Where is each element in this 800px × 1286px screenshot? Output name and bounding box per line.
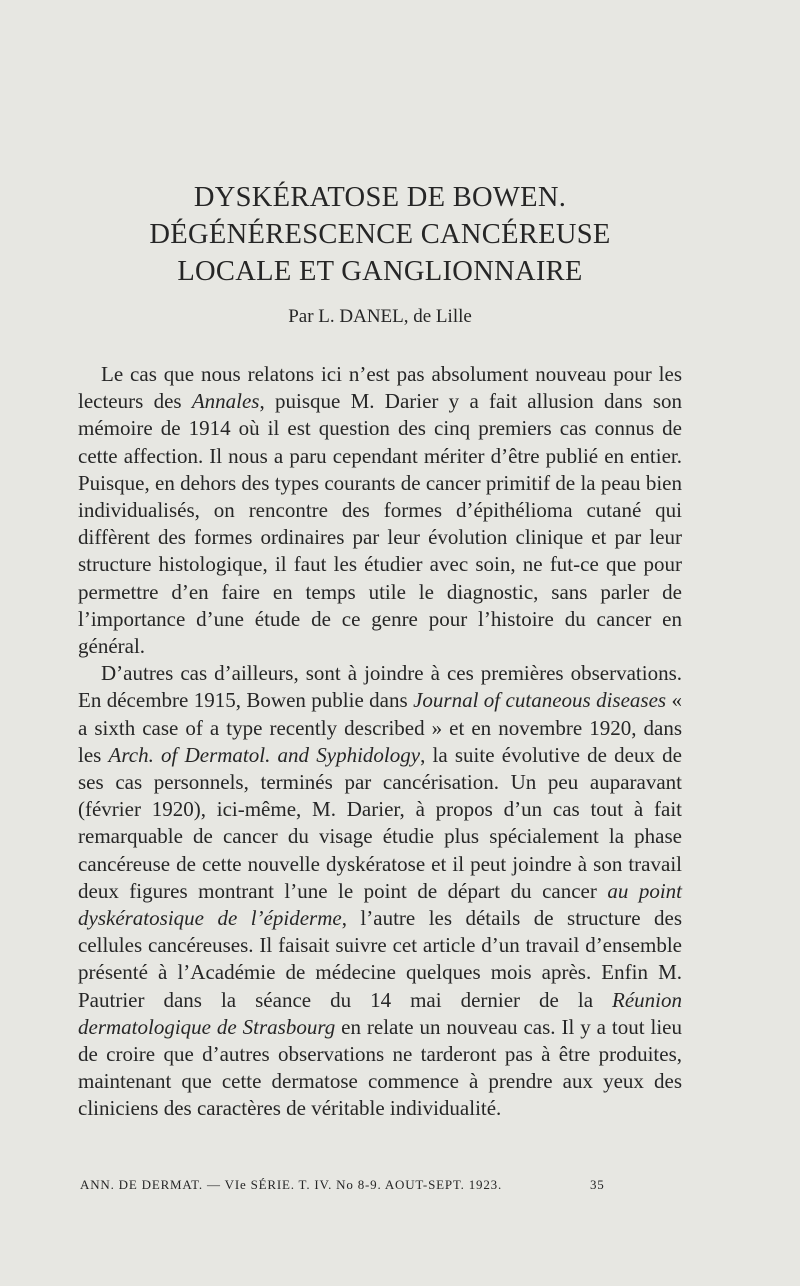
article-title-line-1: DYSKÉRATOSE DE BOWEN. — [193, 182, 567, 213]
paragraph-1-text-a: Le cas que nous relatons ici n’est pas absolument nouveau pour les lecteurs des — [78, 362, 682, 414]
paragraph-2-italic-archives: Arch. of Dermatol. and Syphidology — [108, 742, 421, 767]
paragraph-2-text-e: , la suite évolutive de deux de ses cas personnels, terminés par cancérisation. Un peu auparavant (février 1920), ici-même, M. Darier, à propos d’un cas tout à fait remarquable de cancer du visage étudie plus spécialement la phase cancéreuse de cette nouvelle dyskératose et il peut joindre à son travail deux figures montrant l’une le point de départ du cancer — [78, 742, 682, 903]
paragraph-2 — [78, 660, 682, 1122]
paragraph-2-text-i: en relate un nouveau cas. Il y a tout lieu de croire que d’autres observations ne tarderont pas à être produites, maintenant que cette dermatose commence à prendre aux yeux des cliniciens des caractères de véritable individualité. — [78, 1014, 682, 1121]
article-body — [78, 361, 682, 1123]
paragraph-2-italic-reunion: Réunion dermatologique de Strasbourg — [78, 987, 682, 1039]
paragraph-2-italic-point-dyskeratosique: au point dyskératosique de l’épiderme — [78, 878, 682, 931]
paragraph-2-italic-journal: Journal of cutaneous diseases — [413, 688, 667, 713]
page-number: 35 — [590, 1177, 605, 1192]
article-title-line-3: LOCALE ET GANGLIONNAIRE — [177, 256, 583, 287]
journal-reference: ANN. DE DERMAT. — VIe SÉRIE. T. IV. No 8-9. AOUT-SEPT. 1923. — [80, 1177, 502, 1192]
author-byline: Par L. DANEL, de Lille — [288, 306, 472, 327]
paragraph-2-text-a: D’autres cas d’ailleurs, sont à joindre à ces premières observations. En décembre 1915, Bowen publie dans — [78, 661, 682, 713]
paragraph-2-text-c: « a sixth case of a type recently described » et en novembre 1920, dans les — [78, 688, 682, 767]
paragraph-1-italic-annales: Annales — [191, 389, 260, 414]
paragraph-2-text-g: , l’autre les détails de structure des cellules cancéreuses. Il faisait suivre cet article d’un travail d’ensemble présenté à l’Académie de médecine quelques mois après. Enfin M. Pautrier dans la séance du 14 mai dernier de la — [78, 906, 682, 1012]
article-title-line-2: DÉGÉNÉRESCENCE CANCÉREUSE — [149, 219, 611, 250]
paragraph-1-text-c: , puisque M. Darier y a fait allusion dans son mémoire de 1914 où il est question des cinq premiers cas connus de cette affection. Il nous a paru cependant mériter d’être publié en entier. Puisque, en dehors des types courants de cancer primitif de la peau bien individualisés, on rencontre des formes d’épithélioma cutané qui diffèrent des formes ordinaires par leur évolution clinique et par leur structure histologique, il faut les étudier avec soin, ne fut-ce que pour permettre d’en faire en temps utile le diagnostic, sans parler de l’importance d’une étude de ce genre pour l’histoire du cancer en général. — [78, 389, 682, 659]
paragraph-1 — [78, 361, 682, 660]
page-footer — [80, 1178, 640, 1191]
